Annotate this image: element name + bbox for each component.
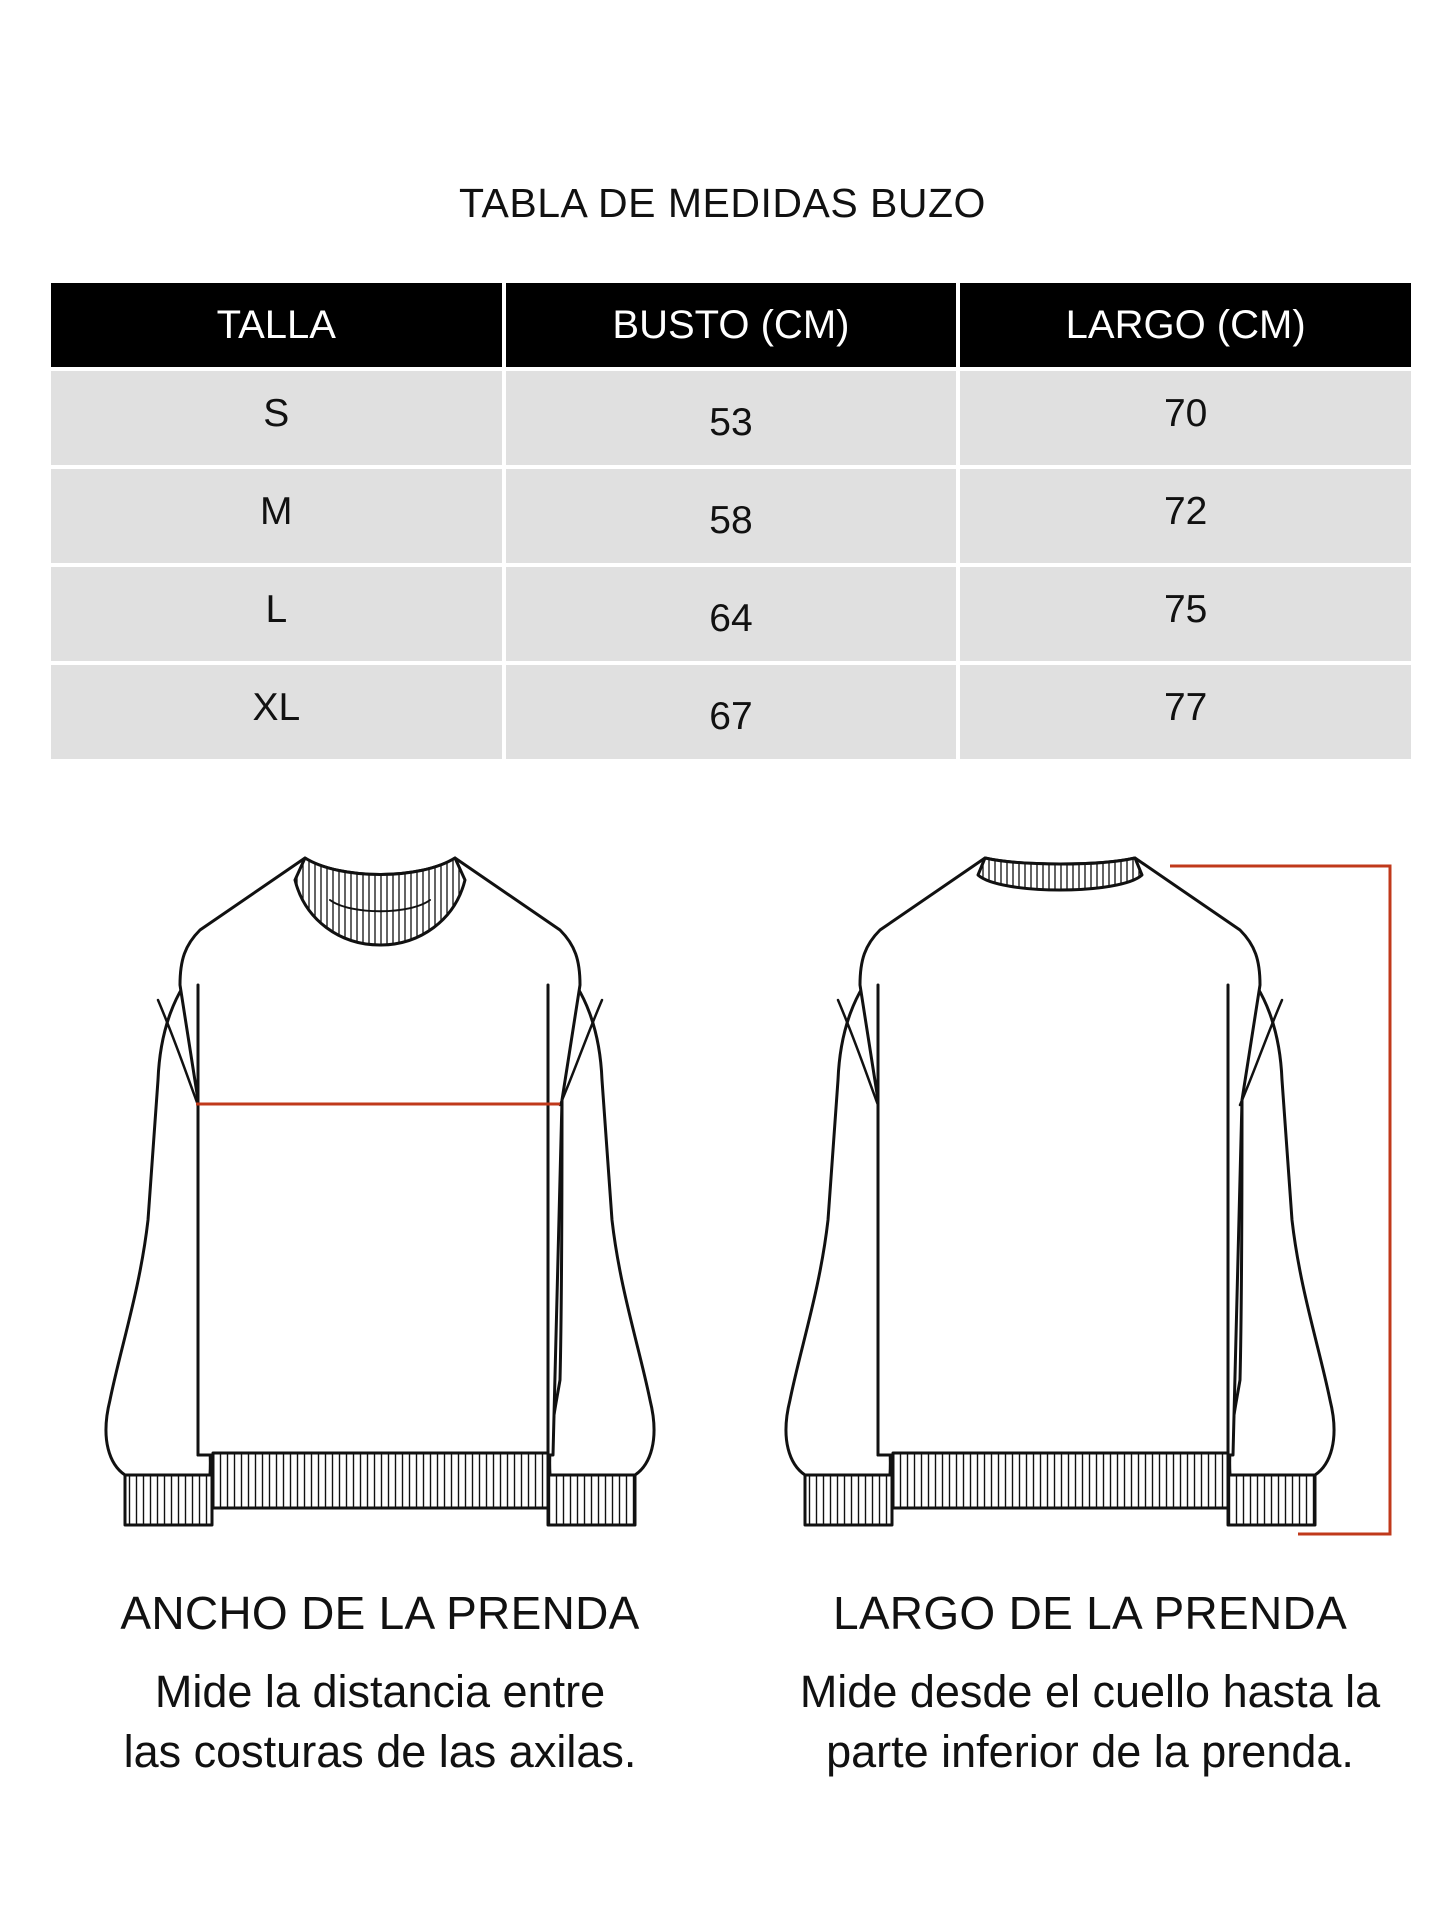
cell-length: 77 [960,665,1411,759]
cell-length: 75 [960,567,1411,661]
table-row [51,567,1411,661]
sweater-front-icon [106,858,654,1525]
length-desc-line1: Mide desde el cuello hasta la [799,1666,1381,1717]
header-largo: LARGO (CM) [960,283,1411,367]
table-row [51,469,1411,563]
cell-bust: 53 [506,371,957,465]
sweater-back-icon [786,858,1334,1525]
width-desc-line1: Mide la distancia entre [154,1666,606,1717]
cell-length: 70 [960,371,1411,465]
cell-bust: 58 [506,469,957,563]
size-table [47,279,1415,763]
sweater-diagrams [0,850,1445,1550]
table-header-row [51,283,1411,367]
cell-size: L [51,567,502,661]
width-desc-line2: las costuras de las axilas. [123,1726,637,1777]
cell-size: M [51,469,502,563]
cell-bust: 67 [506,665,957,759]
length-desc-line2: parte inferior de la prenda. [826,1726,1354,1777]
cell-size: XL [51,665,502,759]
cell-length: 72 [960,469,1411,563]
cell-bust: 64 [506,567,957,661]
length-heading: LARGO DE LA PRENDA [832,1587,1348,1639]
length-caption [760,1586,1420,1782]
cell-size: S [51,371,502,465]
header-talla: TALLA [51,283,502,367]
width-heading: ANCHO DE LA PRENDA [120,1587,640,1639]
page-title: TABLA DE MEDIDAS BUZO [459,180,986,226]
width-caption [80,1586,680,1782]
header-busto: BUSTO (CM) [506,283,957,367]
table-row [51,371,1411,465]
table-row [51,665,1411,759]
